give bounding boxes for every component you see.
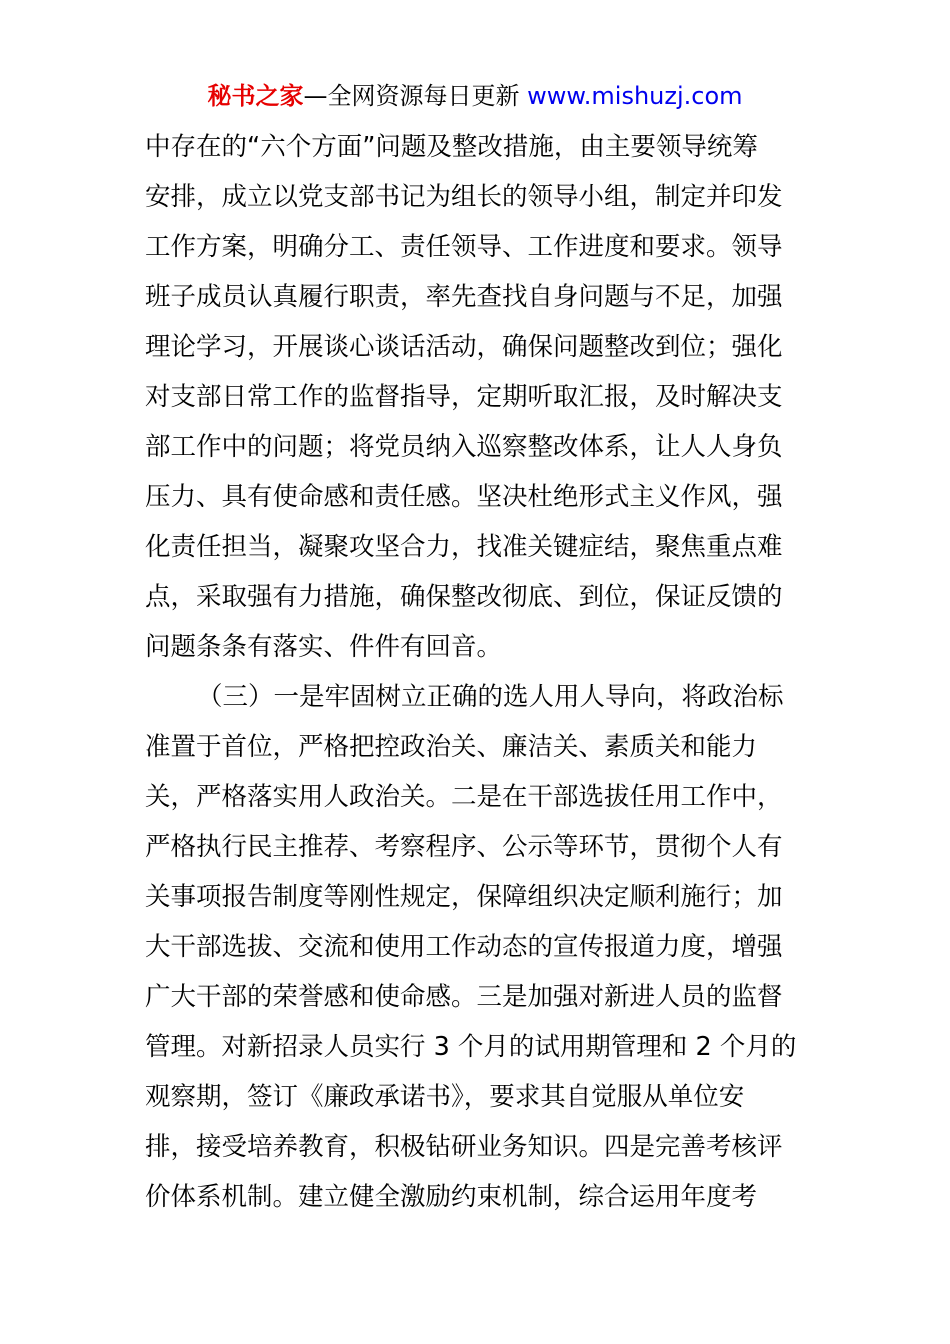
- paragraph-2: [145, 672, 810, 1222]
- text-line: 对支部日常工作的监督指导，定期听取汇报，及时解决支: [145, 382, 783, 412]
- text-line: 问题条条有落实、件件有回音。: [145, 632, 503, 662]
- text-line: 关，严格落实用人政治关。二是在干部选拔任用工作中，: [145, 782, 783, 812]
- text-line: 关事项报告制度等刚性规定，保障组织决定顺利施行；加: [145, 882, 783, 912]
- text-line: 排，接受培养教育，积极钻研业务知识。四是完善考核评: [145, 1132, 783, 1162]
- text-line: 价体系机制。建立健全激励约束机制，综合运用年度考: [145, 1182, 758, 1212]
- text-line: 点，采取强有力措施，确保整改彻底、到位，保证反馈的: [145, 582, 783, 612]
- text-line: 理论学习，开展谈心谈话活动，确保问题整改到位；强化: [145, 332, 783, 362]
- text-line: 观察期，签订《廉政承诺书》，要求其自觉服从单位安: [145, 1082, 745, 1112]
- text-line: 管理。对新招录人员实行 3 个月的试用期管理和 2 个月的: [145, 1032, 797, 1062]
- text-line: 大干部选拔、交流和使用工作动态的宣传报道力度，增强: [145, 932, 783, 962]
- text-line: 严格执行民主推荐、考察程序、公示等环节，贯彻个人有: [145, 832, 783, 862]
- text-line: 工作方案，明确分工、责任领导、工作进度和要求。领导: [145, 232, 783, 262]
- site-url-link[interactable]: www.mishuzj.com: [527, 82, 743, 110]
- site-slogan: —全网资源每日更新: [303, 82, 528, 110]
- paragraph-1: [145, 122, 810, 672]
- text-line: （三）一是牢固树立正确的选人用人导向，将政治标: [197, 682, 784, 712]
- document-body: [145, 122, 810, 1222]
- text-line: 安排，成立以党支部书记为组长的领导小组，制定并印发: [145, 182, 783, 212]
- text-line: 化责任担当，凝聚攻坚合力，找准关键症结，聚焦重点难: [145, 532, 783, 562]
- text-line: 准置于首位，严格把控政治关、廉洁关、素质关和能力: [145, 732, 758, 762]
- text-line: 班子成员认真履行职责，率先查找自身问题与不足，加强: [145, 282, 783, 312]
- text-line: 广大干部的荣誉感和使命感。三是加强对新进人员的监督: [145, 982, 783, 1012]
- text-line: 压力、具有使命感和责任感。坚决杜绝形式主义作风，强: [145, 482, 783, 512]
- site-header: [0, 78, 950, 114]
- site-brand: 秘书之家: [207, 82, 304, 110]
- text-line: 中存在的“六个方面”问题及整改措施，由主要领导统筹: [145, 132, 758, 162]
- text-line: 部工作中的问题；将党员纳入巡察整改体系，让人人身负: [145, 432, 783, 462]
